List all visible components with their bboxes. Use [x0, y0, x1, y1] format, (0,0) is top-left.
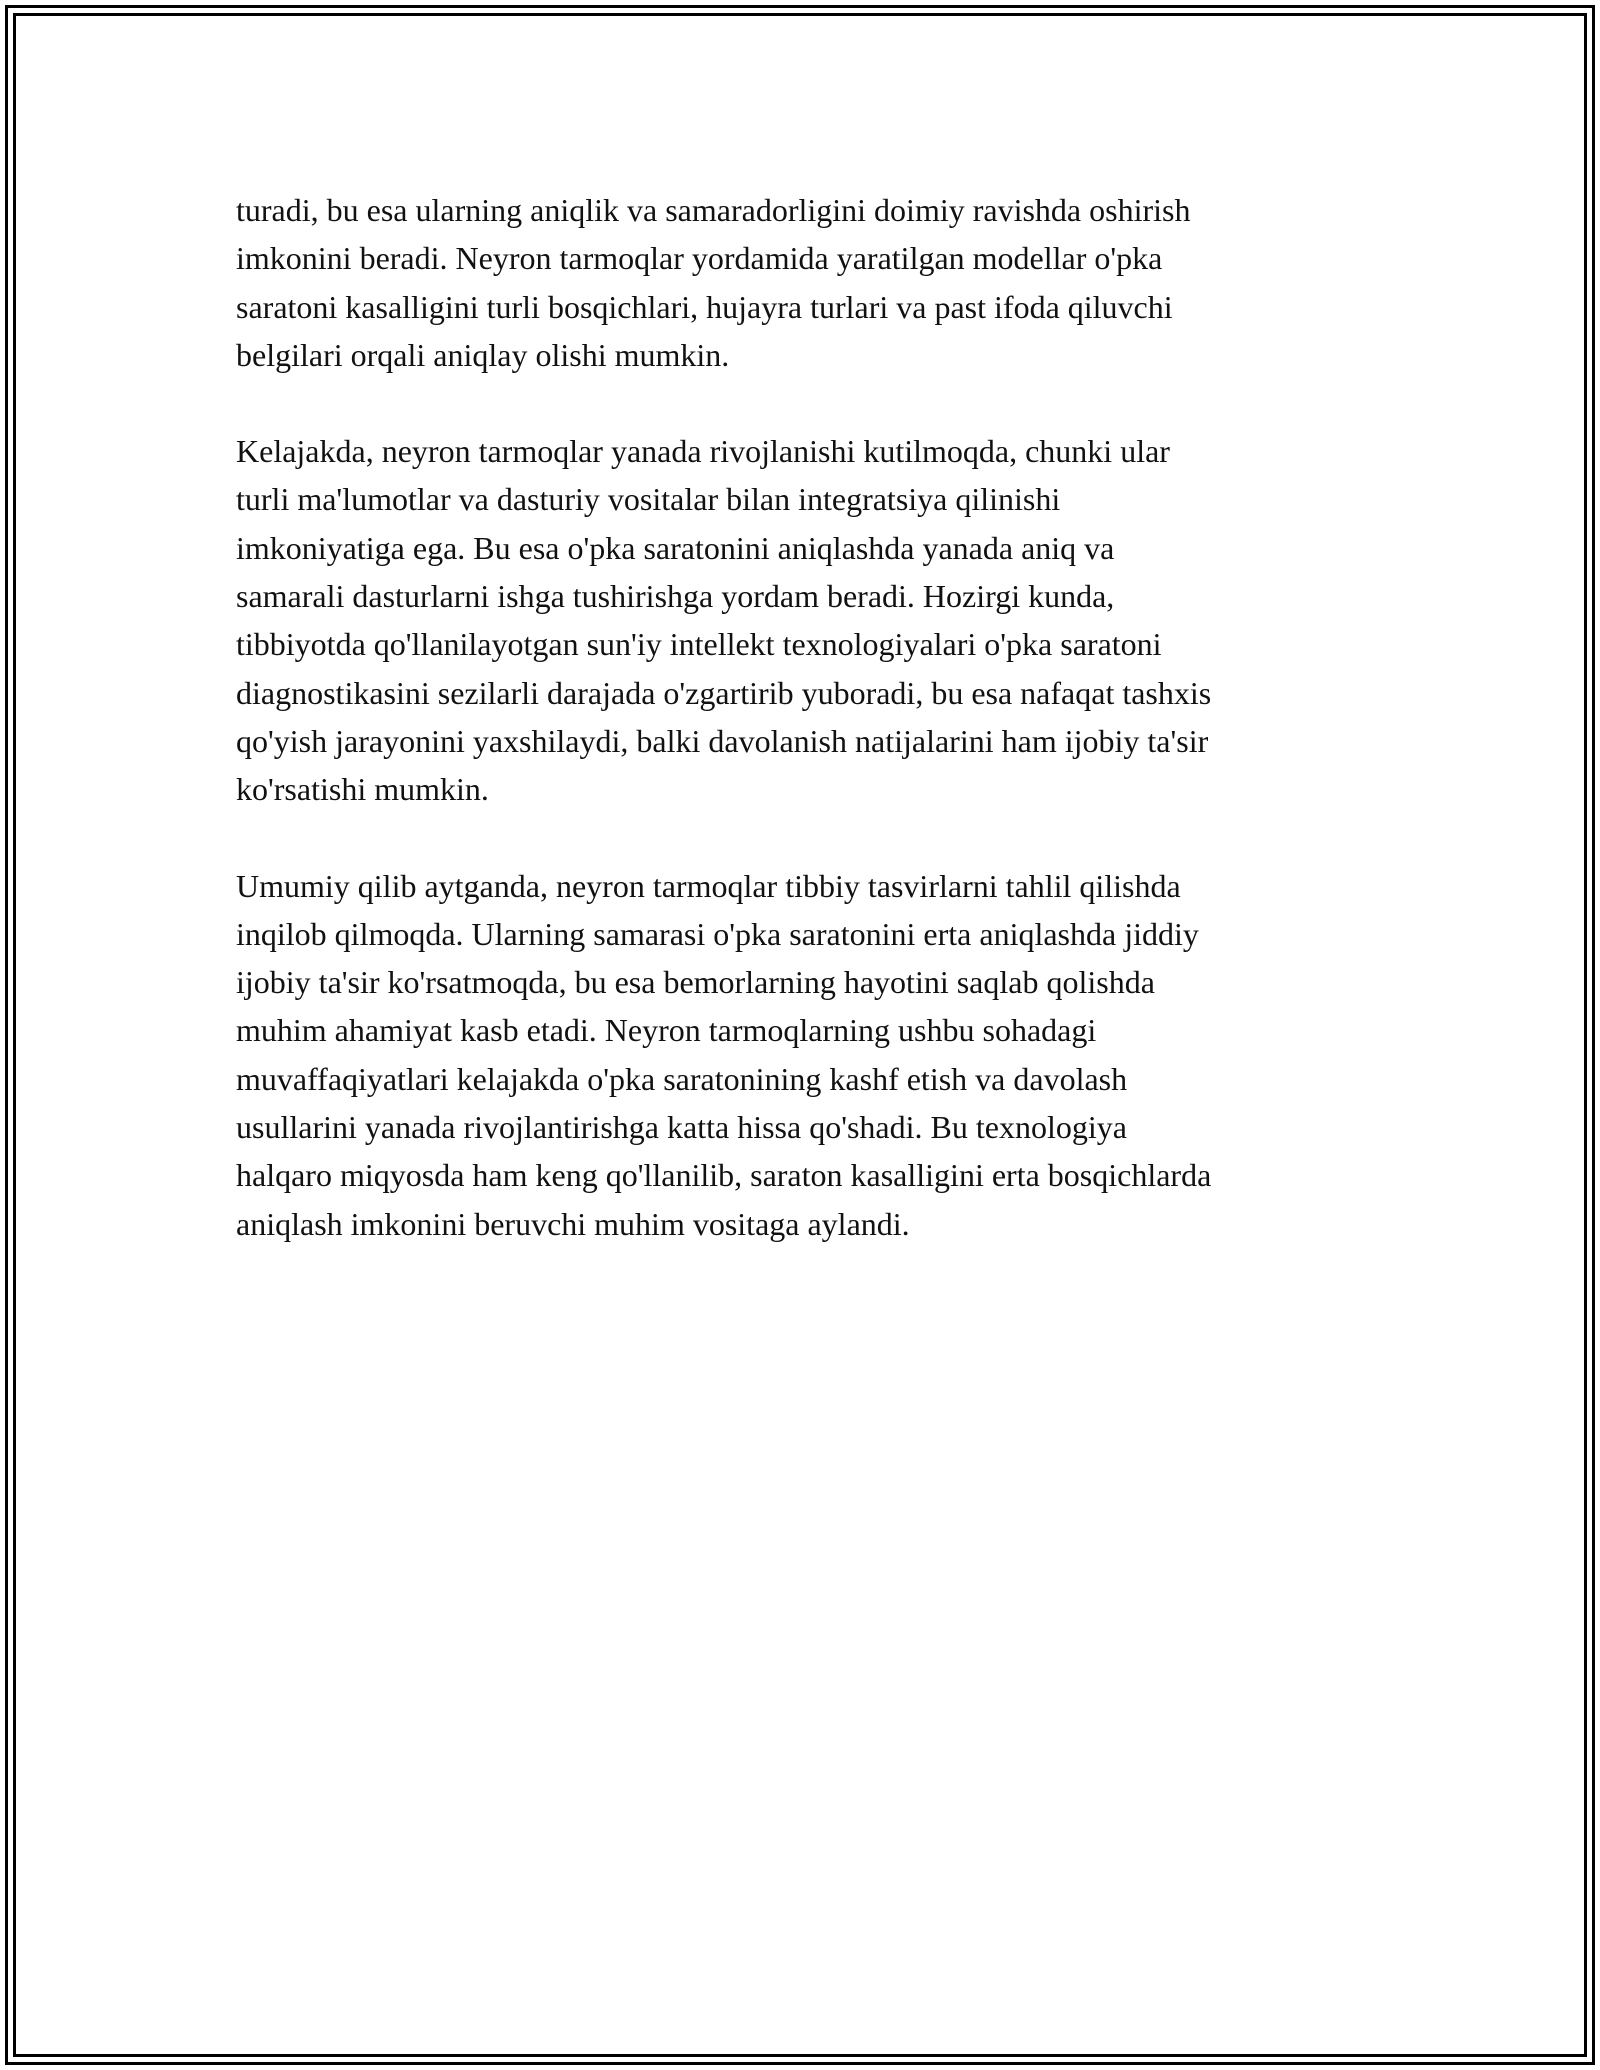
- text-line: muvaffaqiyatlari kelajakda o'pka saratonining kashf etish va davolash: [236, 1060, 1128, 1097]
- text-line: turadi, bu esa ularning aniqlik va samaradorligini doimiy ravishda oshirish: [236, 192, 1191, 228]
- text-line: ko'rsatishi mumkin.: [236, 771, 489, 808]
- text-line: aniqlash imkonini beruvchi muhim vositaga aylandi.: [236, 1205, 910, 1242]
- text-line: qo'yish jarayonini yaxshilaydi, balki davolanish natijalarini ham ijobiy ta'sir: [236, 722, 1209, 759]
- text-line: Umumiy qilib aytganda, neyron tarmoqlar tibbiy tasvirlarni tahlil qilishda: [236, 867, 1181, 904]
- text-line: belgilari orqali aniqlay olishi mumkin.: [236, 336, 730, 373]
- paragraph-conclusion: [236, 862, 1366, 1248]
- text-line: usullarini yanada rivojlantirishga katta hissa qo'shadi. Bu texnologiya: [236, 1109, 1127, 1146]
- text-line: diagnostikasini sezilarli darajada o'zgartirib yuboradi, bu esa nafaqat tashxis: [236, 674, 1212, 711]
- paragraph-future-outlook: [236, 427, 1366, 813]
- text-line: tibbiyotda qo'llanilayotgan sun'iy intellekt texnologiyalari o'pka saratoni: [236, 626, 1162, 663]
- text-line: halqaro miqyosda ham keng qo'llanilib, saraton kasalligini erta bosqichlarda: [236, 1157, 1212, 1194]
- text-line: Kelajakda, neyron tarmoqlar yanada rivojlanishi kutilmoqda, chunki ular: [236, 433, 1170, 470]
- text-line: saratoni kasalligini turli bosqichlari, hujayra turlari va past ifoda qiluvchi: [236, 288, 1173, 325]
- text-line: imkoniyatiga ega. Bu esa o'pka saratonini aniqlashda yanada aniq va: [236, 529, 1115, 566]
- text-line: turli ma'lumotlar va dasturiy vositalar bilan integratsiya qilinishi: [236, 481, 1061, 518]
- text-line: samarali dasturlarni ishga tushirishga yordam beradi. Hozirgi kunda,: [236, 578, 1115, 615]
- document-body: [236, 186, 1366, 1296]
- text-line: imkonini beradi. Neyron tarmoqlar yordamida yaratilgan modellar o'pka: [236, 240, 1163, 277]
- text-line: inqilob qilmoqda. Ularning samarasi o'pka saratonini erta aniqlashda jiddiy: [236, 915, 1199, 952]
- text-line: ijobiy ta'sir ko'rsatmoqda, bu esa bemorlarning hayotini saqlab qolishda: [236, 964, 1155, 1001]
- text-line: muhim ahamiyat kasb etadi. Neyron tarmoqlarning ushbu sohadagi: [236, 1012, 1097, 1049]
- paragraph-continuation: [236, 186, 1366, 379]
